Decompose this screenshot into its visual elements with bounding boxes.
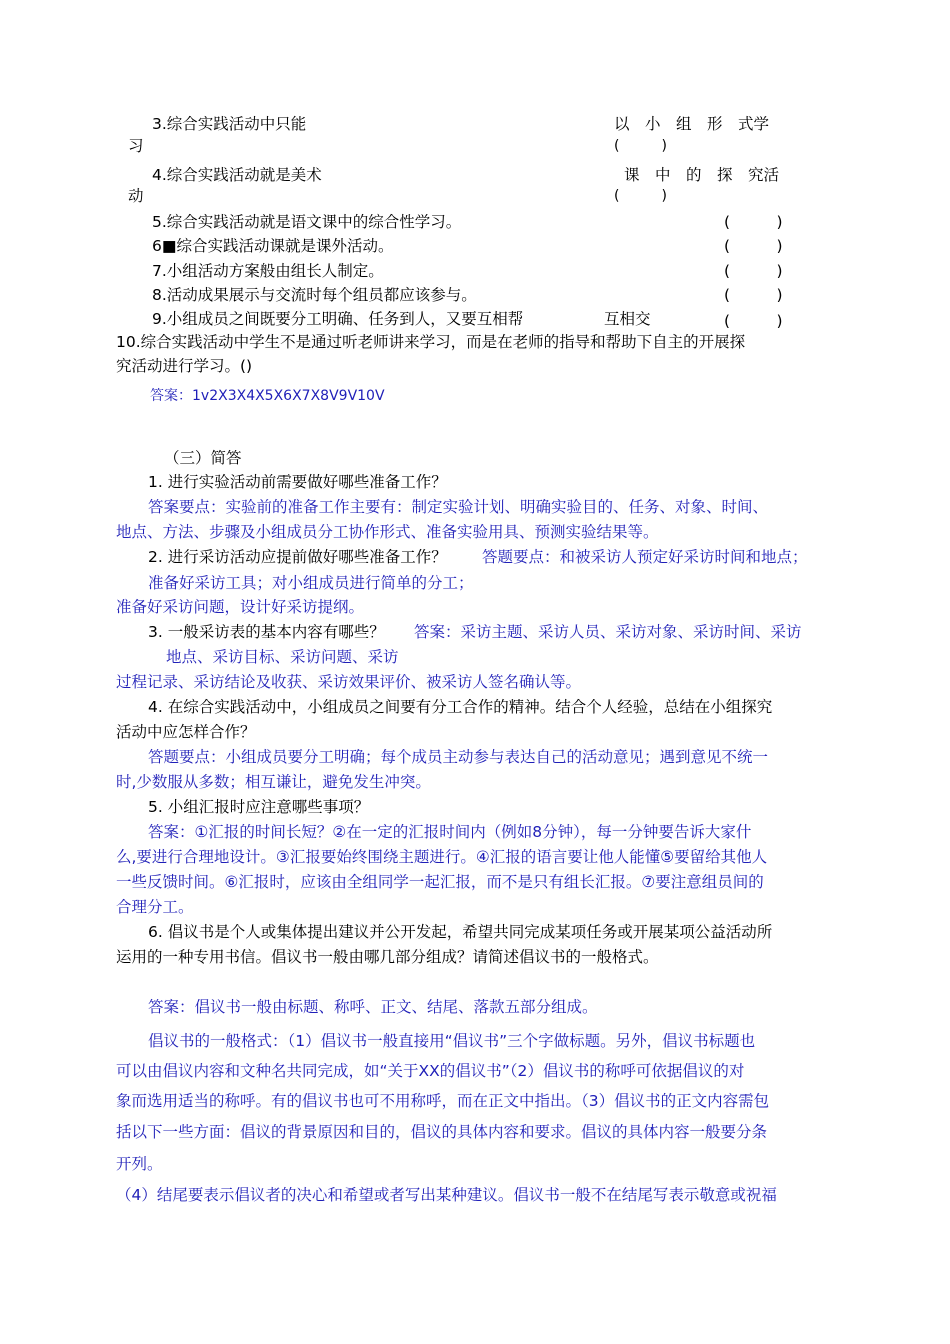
sa-a6-line7: （4）结尾要表示倡议者的决心和希望或者写出某种建议。倡议书一般不在结尾写表示敬意或祝福 — [116, 1186, 777, 1204]
tf-answer: 答案：1v2X3X4X5X6X7X8V9V10V — [150, 388, 385, 404]
tf-q7-paren: ( ) — [724, 262, 783, 280]
tf-q4-tail: 课 中 的 探 究活 — [624, 166, 780, 184]
sa-a1-line1: 答案要点：实验前的准备工作主要有：制定实验计划、明确实验目的、任务、对象、时间、 — [148, 498, 769, 516]
sa-a5-line4: 合理分工。 — [116, 898, 194, 916]
sa-a4-line2: 时,少数服从多数；相互谦让，避免发生冲突。 — [116, 773, 431, 791]
sa-a5-line1: 答案：①汇报的时间长短？②在一定的汇报时间内（例如8分钟），每一分钟要告诉大家什 — [148, 823, 752, 841]
sa-q6-line2: 运用的一种专用书信。倡议书一般由哪几部分组成？请简述倡议书的一般格式。 — [116, 948, 659, 966]
tf-q4-wrap: 动 — [128, 187, 144, 205]
tf-q5-text: 5.综合实践活动就是语文课中的综合性学习。 — [152, 213, 462, 231]
tf-q9-paren: ( ) — [724, 312, 783, 330]
tf-q3-paren: ( ) — [614, 138, 667, 154]
sa-q6-line1: 6. 倡议书是个人或集体提出建议并公开发起，希望共同完成某项任务或开展某项公益活动所 — [148, 923, 773, 941]
tf-q9-text: 9.小组成员之间既要分工明确、任务到人，又要互相帮 — [152, 310, 524, 328]
sa-a1-line2: 地点、方法、步骤及小组成员分工协作形式、准备实验用具、预测实验结果等。 — [116, 523, 659, 541]
tf-q10-line1: 10.综合实践活动中学生不是通过听老师讲来学习，而是在老师的指导和帮助下自主的开展探 — [116, 333, 746, 351]
sa-a4-line1: 答题要点：小组成员要分工明确；每个成员主动参与表达自己的活动意见；遇到意见不统一 — [148, 748, 769, 766]
sa-a6-line4: 象而选用适当的称呼。有的倡议书也可不用称呼，而在正文中指出。（3）倡议书的正文内容需包 — [116, 1092, 770, 1110]
sa-a3-line1: 答案：采访主题、采访人员、采访对象、采访时间、采访 — [414, 623, 802, 641]
sa-a2-line3: 准备好采访问题，设计好采访提纲。 — [116, 598, 365, 616]
tf-q8-text: 8.活动成果展示与交流时每个组员都应该参与。 — [152, 286, 477, 304]
tf-q7-text: 7.小组活动方案般由组长人制定。 — [152, 262, 384, 280]
sa-a3-line2: 地点、采访目标、采访问题、采访 — [166, 648, 399, 666]
tf-q6-paren: ( ) — [724, 237, 783, 255]
sa-a2-line1: 答题要点：和被采访人预定好采访时间和地点； — [482, 548, 808, 566]
sa-a6-line6: 开列。 — [116, 1155, 163, 1173]
sa-q2: 2. 进行采访活动应提前做好哪些准备工作？ — [148, 548, 447, 566]
tf-q8-paren: ( ) — [724, 286, 783, 304]
sa-q4-line1: 4. 在综合实践活动中，小组成员之间要有分工合作的精神。结合个人经验，总结在小组探究 — [148, 698, 773, 716]
sa-a6-line1: 答案：倡议书一般由标题、称呼、正文、结尾、落款五部分组成。 — [148, 998, 598, 1016]
tf-q6-text: 6■综合实践活动课就是课外活动。 — [152, 237, 394, 255]
sa-a6-line5: 括以下一些方面：倡议的背景原因和目的，倡议的具体内容和要求。倡议的具体内容一般要分条 — [116, 1123, 768, 1141]
tf-q3-tail: 以 小 组 形 式学 — [614, 115, 770, 133]
sa-q4-line2: 活动中应怎样合作？ — [116, 723, 256, 741]
tf-q3-text: 3.综合实践活动中只能 — [152, 115, 307, 133]
sa-a5-line2: 么,要进行合理地设计。③汇报要始终围绕主题进行。④汇报的语言要让他人能懂⑤要留给其他人 — [116, 848, 768, 866]
tf-q9-tail: 互相交 — [604, 310, 651, 328]
tf-q10-line2: 究活动进行学习。() — [116, 357, 253, 375]
sa-a2-line2: 准备好采访工具；对小组成员进行简单的分工； — [148, 574, 474, 592]
sa-a5-line3: 一些反馈时间。⑥汇报时，应该由全组同学一起汇报，而不是只有组长汇报。⑦要注意组员间的 — [116, 873, 764, 891]
sa-a3-line3: 过程记录、采访结论及收获、采访效果评价、被采访人签名确认等。 — [116, 673, 582, 691]
tf-q4-text: 4.综合实践活动就是美术 — [152, 166, 322, 184]
tf-q3-wrap: 习 — [128, 137, 144, 155]
sa-a6-line3: 可以由倡议内容和文种名共同完成，如“关于XX的倡议书”（2）倡议书的称呼可依据倡议的对 — [116, 1062, 745, 1080]
sa-a6-line2: 倡议书的一般格式：（1）倡议书一般直接用“倡议书”三个字做标题。另外，倡议书标题也 — [148, 1032, 756, 1050]
section-title: （三）简答 — [164, 449, 242, 467]
sa-q1: 1. 进行实验活动前需要做好哪些准备工作？ — [148, 473, 447, 491]
tf-q5-paren: ( ) — [724, 213, 783, 231]
sa-q5: 5. 小组汇报时应注意哪些事项？ — [148, 798, 370, 816]
tf-q4-paren: ( ) — [614, 188, 667, 204]
sa-q3: 3. 一般采访表的基本内容有哪些？ — [148, 623, 385, 641]
